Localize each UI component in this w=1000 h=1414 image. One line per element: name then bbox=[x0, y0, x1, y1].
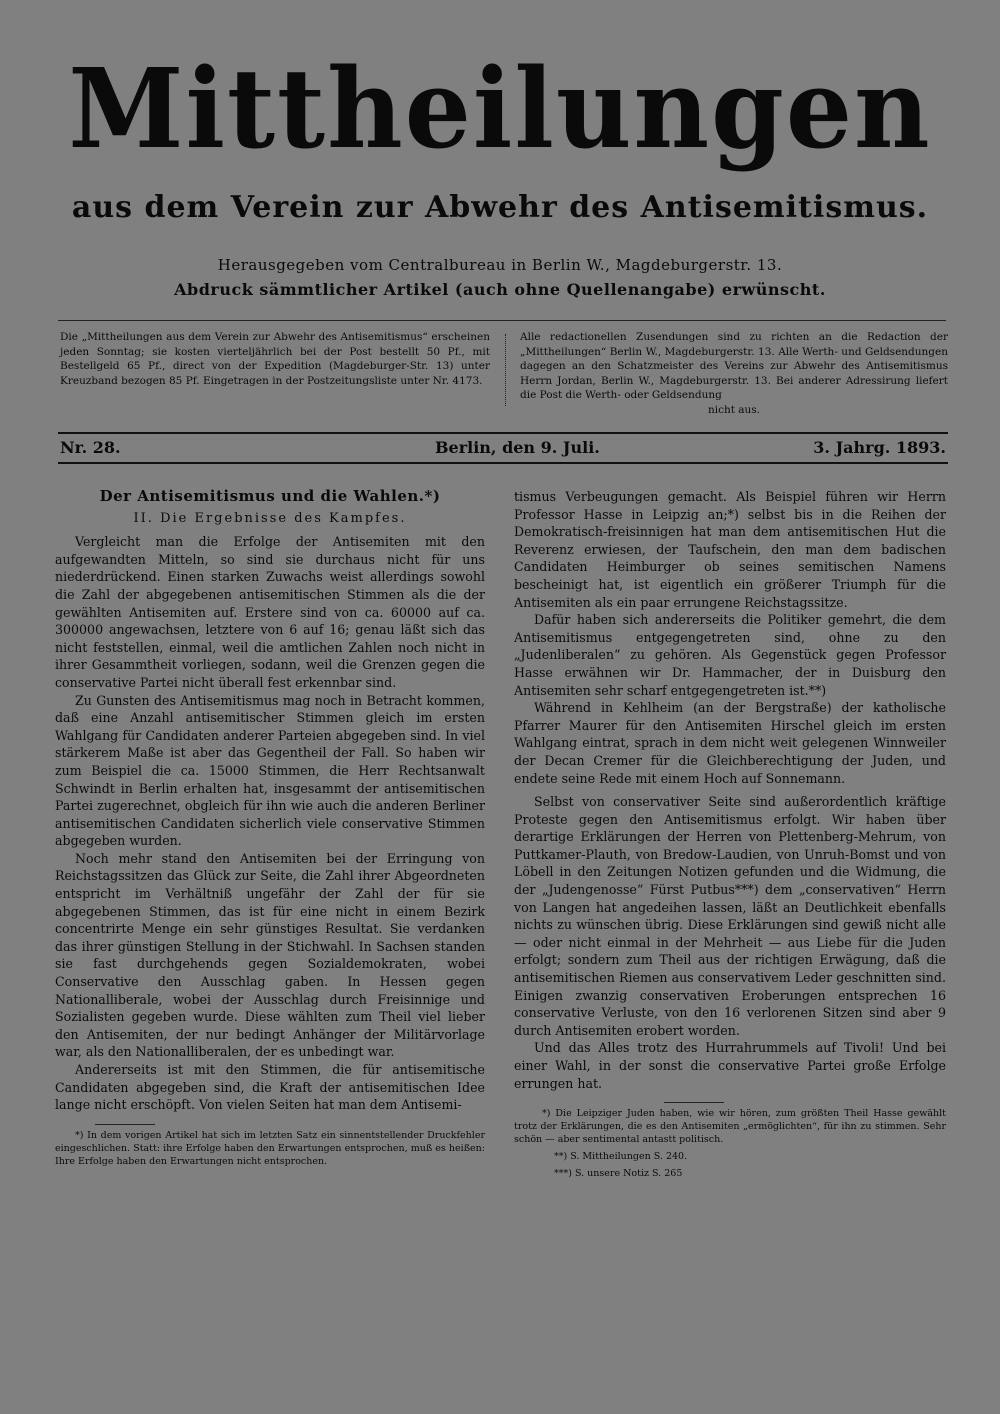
footnote: **) S. Mittheilungen S. 240. bbox=[554, 1151, 688, 1163]
issue-date: Berlin, den 9. Juli. bbox=[435, 438, 600, 457]
paragraph: Zu Gunsten des Antisemitismus mag noch in Betracht kommen, daß eine Anzahl antisemitischer Stimmen gleich im ersten Wahlgang für Candidaten anderer Parteien abgegeben sind. In viel stärkerem Maße ist aber das Gegentheil der Fall. So haben wir zum Beispiel die ca. 15000 Stimmen, die Herr Rechtsanwalt Schwindt in Berlin erhalten hat, insgesammt der antisemitischen Partei zugerechnet, obgleich für ihn wie auch die anderen Berliner antisemitischen Candidaten sicherlich viele conservative Stimmen abgegeben wurden. bbox=[55, 692, 485, 849]
divider bbox=[664, 1102, 724, 1103]
subscription-notice: Die „Mittheilungen aus dem Verein zur Abwehr des Antisemitismus“ erscheinen jeden Sonntag; sie kosten vierteljährlich bei der Post bestellt 50 Pf., mit Bestellgeld 65 Pf., direct von der Expedition (Magdeburger-Str. 13) unter Kreuzband bezogen 85 Pf. Eingetragen in der Postzeitungsliste unter Nr. 4173. bbox=[60, 331, 490, 387]
article-column-right bbox=[514, 488, 946, 1180]
masthead-title: Mittheilungen bbox=[68, 43, 932, 174]
paragraph: Vergleicht man die Erfolge der Antisemiten mit den aufgewandten Mitteln, so sind sie durchaus nicht für uns niederdrückend. Einen starken Zuwachs weist allerdings sowohl die Zahl der abgegebenen antisemitischen Stimmen als die der gewählten Antisemiten auf. Erstere sind von ca. 60000 auf ca. 300000 angewachsen, letztere von 6 auf 16; genau läßt sich das nicht feststellen, einmal, weil die amtlichen Zahlen noch nicht in ihrer Gesammtheit vorliegen, sodann, weil die Grenzen gegen die conservative Partei nicht überall fest erkennbar sind. bbox=[55, 534, 485, 690]
issue-line bbox=[60, 438, 946, 460]
article-title: Der Antisemitismus und die Wahlen.*) bbox=[99, 487, 441, 505]
footnote: *) In dem vorigen Artikel hat sich im letzten Satz ein sinnentstellender Druckfehler eingeschlichen. Statt: ihre Erfolge haben den Erwartungen entsprochen, muß es heißen: Ihre Erfolge haben den Erwartungen nicht entsprochen. bbox=[55, 1129, 485, 1167]
paragraph: Selbst von conservativer Seite sind außerordentlich kräftige Proteste gegen den Antisemitismus erfolgt. Wir haben über derartige Erklärungen der Herren von Plettenberg-Mehrum, von Puttkamer-Plauth, von Bredow-Laudien, von Unruh-Bomst und von Löbell in den Zeitungen Notizen gefunden und die Widmung, die der „Judengenosse“ Fürst Putbus***) dem „conservativen“ Herrn von Langen hat angedeihen lassen, läßt an Deutlichkeit ebenfalls nichts zu wünschen übrig. Diese Erklärungen sind gewiß nicht alle — oder nicht einmal in der Mehrheit — aus Liebe für die Juden erfolgt; sondern zum Theil aus der richtigen Erwägung, daß die antisemitischen Riemen aus conservativem Leder geschnitten sind. Einigen zwanzig conservativen Eroberungen entsprechen 16 conservative Verluste, von den 16 verlorenen Sitzen sind aber 9 durch Antisemiten erobert worden. bbox=[514, 794, 946, 1038]
divider bbox=[58, 432, 948, 434]
paragraph: Und das Alles trotz des Hurrahrummels auf Tivoli! Und bei einer Wahl, in der sonst die conservative Partei große Erfolge errungen hat. bbox=[514, 1040, 946, 1091]
footnote: *) Die Leipziger Juden haben, wie wir hören, zum größten Theil Hasse gewählt trotz der Erklärungen, die es den Antisemiten „ermöglichten“, für ihn zu stimmen. Sehr schön — aber sentimental antastt politisch. bbox=[514, 1108, 946, 1146]
issue-number: Nr. 28. bbox=[60, 438, 121, 457]
article-column-left bbox=[55, 488, 485, 1168]
footnote: ***) S. unsere Notiz S. 265 bbox=[554, 1168, 683, 1180]
masthead-subtitle: aus dem Verein zur Abwehr des Antisemitismus. bbox=[71, 190, 929, 225]
editorial-notice-text: Alle redactionellen Zusendungen sind zu richten an die Redaction der „Mittheilungen“ Berlin W., Magdeburgerstr. 13. Alle Werth- und Geldsendungen dagegen an den Schatzmeister des Vereins zur Abwehr des Antisemitismus Herrn Jordan, Berlin W., Magdeburgerstr. 13. Bei anderer Adressirung liefert die Post die Werth- oder Geldsendung bbox=[520, 331, 948, 401]
paragraph: Andererseits ist mit den Stimmen, die für antisemitische Candidaten abgegeben sind, die Kraft der antisemitischen Idee lange nicht erschöpft. Von vielen Seiten hat man dem Antisemi- bbox=[55, 1062, 485, 1113]
paragraph: Noch mehr stand den Antisemiten bei der Erringung von Reichstagssitzen das Glück zur Seite, die Zahl ihrer Abgeordneten entspricht im Verhältniß ungefähr der Zahl der für sie abgegebenen Stimmen, das ist für eine nicht in einem Bezirk concentrirte Menge ein sehr günstiges Resultat. Sie verdanken das ihrer günstigen Stellung in der Stichwahl. In Sachsen standen sie fast durchgehends gegen Sozialdemokraten, wobei Conservative den Ausschlag gaben. In Hessen gegen Nationalliberale, wobei der Ausschlag durch Freisinnige und Sozialisten gegeben wurde. Diese wählten zum Theil viel lieber den Antisemiten, der nur bedingt Anhänger der Militärvorlage war, als den Nationalliberalen, der es unbedingt war. bbox=[55, 850, 485, 1060]
divider bbox=[505, 334, 506, 406]
article-subtitle: II. Die Ergebnisse des Kampfes. bbox=[133, 510, 407, 526]
editorial-notice bbox=[520, 330, 948, 417]
footnotes-right bbox=[514, 1107, 946, 1180]
paragraph: Während in Kehlheim (an der Bergstraße) der katholische Pfarrer Maurer für den Antisemiten Hirschel gleich im ersten Wahlgang eintrat, sprach in dem nicht weit gelegenen Winnweiler der Decan Cremer für die Gleichberechtigung der Juden, und endete seine Rede mit einem Hoch auf Sonnemann. bbox=[514, 700, 946, 786]
divider bbox=[95, 1124, 155, 1125]
paragraph: Dafür haben sich andererseits die Politiker gemehrt, die dem Antisemitismus entgegengetreten sind, ohne zu den „Judenliberalen“ zu gehören. Als Gegenstück gegen Professor Hasse erwähnen wir Dr. Hammacher, der in Duisburg den Antisemiten sehr scharf entgegengetreten ist.**) bbox=[514, 612, 946, 698]
divider bbox=[58, 320, 946, 321]
paragraph: tismus Verbeugungen gemacht. Als Beispiel führen wir Herrn Professor Hasse in Leipzig an;*) selbst bis in die Reihen der Demokratisch-freisinnigen hat man dem antisemitischen Hut die Reverenz erwiesen, der Taufschein, den man dem badischen Candidaten Heimburger ob seines semitischen Namens bescheinigt hat, ist eigentlich ein größerer Triumph für die Antisemiten als ein paar errungene Reichstagssitze. bbox=[514, 489, 946, 610]
editorial-notice-end: nicht aus. bbox=[707, 403, 761, 416]
divider bbox=[58, 462, 948, 464]
publisher-line: Herausgegeben vom Centralbureau in Berlin W., Magdeburgerstr. 13. bbox=[217, 256, 783, 274]
issue-year: 3. Jahrg. 1893. bbox=[813, 438, 946, 457]
reprint-notice: Abdruck sämmtlicher Artikel (auch ohne Quellenangabe) erwünscht. bbox=[174, 280, 826, 299]
